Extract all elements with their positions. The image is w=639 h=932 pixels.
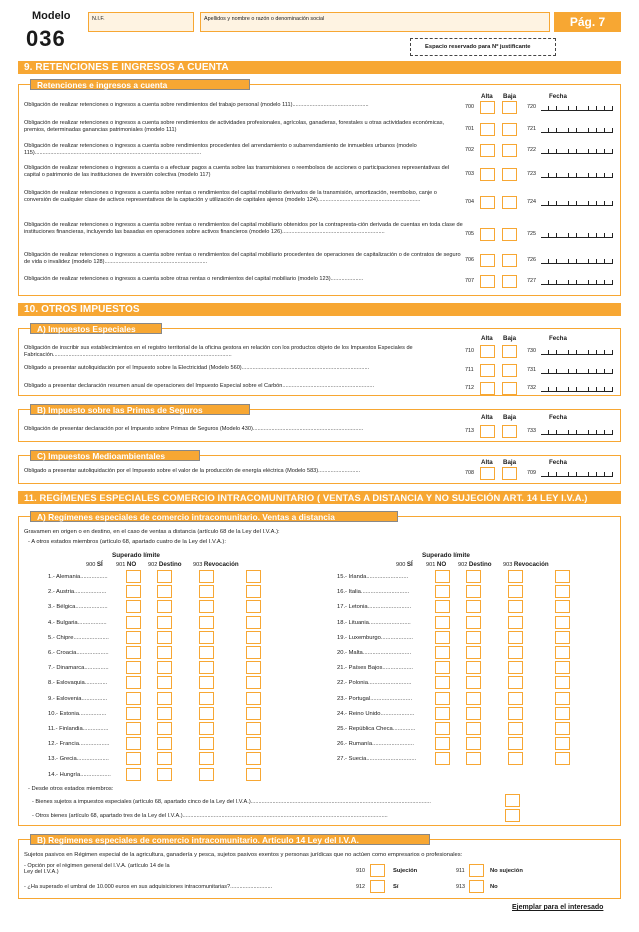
country-9-col-900[interactable] <box>126 692 141 705</box>
country-17-col-901[interactable] <box>466 600 481 613</box>
country-15-col-900[interactable] <box>435 570 450 583</box>
code-712: 712 <box>465 385 474 391</box>
s9-row-6-fecha-field[interactable] <box>541 229 613 238</box>
col-fecha: Fecha <box>549 93 567 100</box>
s9-row-1-text: Obligación de realizar retenciones o ingresos a cuenta sobre rendimientos del trabajo personal (modelo 111)................................................. <box>24 102 369 108</box>
section-9-title: 9. RETENCIONES E INGRESOS A CUENTA <box>18 61 621 74</box>
country-7-col-900[interactable] <box>126 661 141 674</box>
section-10a-box <box>18 328 621 396</box>
country-18-col-902[interactable] <box>508 616 523 629</box>
country-17-col-900[interactable] <box>435 600 450 613</box>
s9-row-2-text: Obligación de realizar retenciones o ingresos a cuenta sobre rendimientos de actividades profesionales, agrícolas, ganaderas, forestales u otras actividades económicas, premios, determinadas ganancias patrimoniales (modelo 111) <box>24 120 445 133</box>
s10b-row-text: Obligación de presentar declaración por el Impuesto sobre Primas de Seguros (Modelo 430)....................................................................... <box>24 426 364 432</box>
code-730: 730 <box>527 348 536 354</box>
country-19-col-900[interactable] <box>435 631 450 644</box>
s9-row-5-text: Obligación de realizar retenciones o ingresos a cuenta sobre rentas o rendimientos del capital mobiliario derivados de la transmisión, amortización, reembolso, canje o conversión de cualquier clase de activos representativos de la captación y utilización de capitales ajenos (modelo 124).................................................................. <box>24 190 437 203</box>
s9-row-4-alta-checkbox[interactable] <box>480 168 495 181</box>
no-sujecion-label: No sujeción <box>490 868 523 874</box>
country-5-col-903[interactable] <box>246 631 261 644</box>
code-910: 910 <box>356 868 365 874</box>
code-722: 722 <box>527 147 536 153</box>
code-733: 733 <box>527 428 536 434</box>
col-fecha-10a: Fecha <box>549 335 567 342</box>
s9-row-6-baja-checkbox[interactable] <box>502 228 517 241</box>
page-number: Pág. 7 <box>554 12 621 32</box>
country-label: 18.- Lituania.......................... <box>337 619 411 626</box>
country-1-col-903[interactable] <box>246 570 261 583</box>
s9-row-2-fecha-field[interactable] <box>541 124 613 133</box>
code-708: 708 <box>465 470 474 476</box>
s11a-intro2: - A otros estados miembros (artículo 68, apartado cuatro de la Ley del I.V.A.): <box>28 539 226 545</box>
code-724: 724 <box>527 199 536 205</box>
s9-row-3-text: Obligación de realizar retenciones o ingresos a cuenta sobre rendimientos procedentes del arrendamiento o subarrendamiento de inmuebles urbanos (modelo 115)........................................................................................................... <box>24 143 417 156</box>
country-4-col-900[interactable] <box>126 616 141 629</box>
s10a-row-1-text: Obligación de inscribir sus establecimientos en el registro territorial de la oficina gestora en relación con los productos objeto de los Impuestos Especiales de Fabricación................................................................................................................... <box>24 345 413 358</box>
s9-row-8-alta-checkbox[interactable] <box>480 275 495 288</box>
col-baja: Baja <box>503 93 517 100</box>
col-baja-10a: Baja <box>503 335 517 342</box>
country-9-col-902[interactable] <box>199 692 214 705</box>
country-9-col-903[interactable] <box>246 692 261 705</box>
code-731: 731 <box>527 367 536 373</box>
country-label: 23.- Portugal.......................... <box>337 695 413 702</box>
country-22-col-902[interactable] <box>508 676 523 689</box>
country-label: 10.- Estonia................. <box>48 710 107 717</box>
country-label: 1.- Alemania................. <box>48 574 108 580</box>
country-1-col-900[interactable] <box>126 570 141 583</box>
country-27-col-901[interactable] <box>466 752 481 765</box>
grid-col-header: 900 SÍ <box>396 561 413 568</box>
country-label: 13.- Grecia.................... <box>48 756 109 763</box>
country-13-col-901[interactable] <box>157 752 172 765</box>
country-12-col-901[interactable] <box>157 737 172 750</box>
country-20-col-903[interactable] <box>555 646 570 659</box>
col-baja-10b: Baja <box>503 414 517 421</box>
s9-row-6-text: Obligación de realizar retenciones o ingresos a cuenta sobre rentas o rendimientos del capital mobiliario obtenidos por la contrapresta-ción derivada de cuentas en toda clase de instituciones financieras, incluyendo las basadas en operaciones sobre activos financieros (modelo 126).................................................................. <box>24 222 463 235</box>
country-label: 5.- Chipre...................... <box>48 634 109 641</box>
s11a-otros2: - Otros bienes (artículo 68, apartado tres de la Ley del I.V.A.).................................................................................................................................... <box>32 813 388 819</box>
country-23-col-903[interactable] <box>555 692 570 705</box>
code-701: 701 <box>465 125 474 132</box>
modelo-number: 036 <box>26 26 66 51</box>
sujecion-checkbox[interactable] <box>370 864 385 877</box>
umbral-no-label: No <box>490 884 498 890</box>
country-12-col-900[interactable] <box>126 737 141 750</box>
country-26-col-902[interactable] <box>508 737 523 750</box>
s9-row-4-text: Obligación de realizar retenciones o ingresos a cuenta o a efectuar pagos a cuenta sobre las transmisiones o reembolsos de acciones o participaciones representativas del capital o patrimonio de las instituciones de inversión colectiva (modelo 117) <box>24 165 450 178</box>
section-10c-sub: C) Impuestos Medioambientales <box>30 450 200 461</box>
s10c-row-text: Obligado a presentar autoliquidación por el Impuesto sobre el valor de la producción de energía eléctrica (Modelo 583)........................... <box>24 468 361 474</box>
s10a-row-3-text: Obligado a presentar declaración resumen anual de operaciones del Impuesto Especial sobre el Carbón........................................................... <box>24 383 375 389</box>
country-6-col-902[interactable] <box>199 646 214 659</box>
code-700: 700 <box>465 104 474 110</box>
s9-row-1-fecha-field[interactable] <box>541 102 613 111</box>
s9-row-7-fecha-field[interactable] <box>541 255 613 264</box>
country-14-col-902[interactable] <box>199 768 214 781</box>
country-16-col-903[interactable] <box>555 585 570 598</box>
country-26-col-903[interactable] <box>555 737 570 750</box>
code-723: 723 <box>527 170 536 177</box>
s9-row-2-alta-checkbox[interactable] <box>480 123 495 136</box>
code-707: 707 <box>465 278 474 284</box>
code-726: 726 <box>527 257 536 263</box>
country-3-col-903[interactable] <box>246 600 261 613</box>
country-13-col-903[interactable] <box>246 752 261 765</box>
country-3-col-901[interactable] <box>157 600 172 613</box>
s9-row-5-fecha-field[interactable] <box>541 197 613 206</box>
sujecion-label: Sujeción <box>393 868 418 874</box>
umbral-si-checkbox[interactable] <box>370 880 385 893</box>
country-label: 8.- Eslovaquia.............. <box>48 680 108 687</box>
country-label: 4.- Bulgaria.................. <box>48 619 107 626</box>
country-16-col-900[interactable] <box>435 585 450 598</box>
country-2-col-901[interactable] <box>157 585 172 598</box>
s11b-intro: Sujetos pasivos en Régimen especial de la agricultura, ganadería y pesca, sujetos pasivos exentos y personas jurídicas que no actúen como empresarios o profesionales: <box>24 852 463 858</box>
country-21-col-900[interactable] <box>435 661 450 674</box>
col-baja-10c: Baja <box>503 459 517 466</box>
country-7-col-902[interactable] <box>199 661 214 674</box>
country-17-col-903[interactable] <box>555 600 570 613</box>
country-13-col-902[interactable] <box>199 752 214 765</box>
nif-label: N.I.F. <box>92 16 105 22</box>
country-label: 17.- Letonia........................... <box>337 604 412 611</box>
country-17-col-902[interactable] <box>508 600 523 613</box>
country-1-col-902[interactable] <box>199 570 214 583</box>
grid-col-header: 903 Revocación <box>503 561 549 568</box>
country-label: 26.- Rumanía.......................... <box>337 741 414 748</box>
country-9-col-901[interactable] <box>157 692 172 705</box>
country-25-col-903[interactable] <box>555 722 570 735</box>
country-12-col-903[interactable] <box>246 737 261 750</box>
grid-col-header: 903 Revocación <box>193 561 239 568</box>
section-11a-sub: A) Regímenes especiales de comercio intracomunitario. Ventas a distancia <box>30 511 398 522</box>
country-11-col-902[interactable] <box>199 722 214 735</box>
country-24-col-903[interactable] <box>555 707 570 720</box>
s9-row-6-alta-checkbox[interactable] <box>480 228 495 241</box>
s9-row-8-fecha-field[interactable] <box>541 276 613 285</box>
country-24-col-901[interactable] <box>466 707 481 720</box>
country-25-col-901[interactable] <box>466 722 481 735</box>
s9-row-8-baja-checkbox[interactable] <box>502 275 517 288</box>
code-705: 705 <box>465 231 474 237</box>
code-721: 721 <box>527 125 536 132</box>
nif-field[interactable] <box>88 12 194 32</box>
country-8-col-903[interactable] <box>246 676 261 689</box>
code-911: 911 <box>456 868 465 874</box>
country-4-col-901[interactable] <box>157 616 172 629</box>
country-21-col-901[interactable] <box>466 661 481 674</box>
country-24-col-902[interactable] <box>508 707 523 720</box>
country-16-col-901[interactable] <box>466 585 481 598</box>
country-26-col-901[interactable] <box>466 737 481 750</box>
grid-col-header: 900 SÍ <box>86 561 103 568</box>
code-704: 704 <box>465 199 474 205</box>
otros-bienes-checkbox[interactable] <box>505 809 520 822</box>
country-27-col-900[interactable] <box>435 752 450 765</box>
country-3-col-902[interactable] <box>199 600 214 613</box>
country-14-col-900[interactable] <box>126 768 141 781</box>
country-23-col-901[interactable] <box>466 692 481 705</box>
code-912: 912 <box>356 884 365 890</box>
umbral-no-checkbox[interactable] <box>469 880 484 893</box>
country-label: 6.- Croacia.................... <box>48 650 109 656</box>
country-14-col-901[interactable] <box>157 768 172 781</box>
s11b-opcion: - Opción por el régimen general del I.V.A. (artículo 14 de la Ley del I.V.A.) <box>24 863 170 875</box>
s9-row-8-text: Obligación de realizar retenciones o ingresos a cuenta sobre otras rentas o rendimientos del capital mobiliario (modelo 123)..................... <box>24 276 364 282</box>
country-25-col-900[interactable] <box>435 722 450 735</box>
s9-row-7-baja-checkbox[interactable] <box>502 254 517 267</box>
code-711: 711 <box>465 367 474 373</box>
country-label: 2.- Austria.................... <box>48 589 107 596</box>
name-field[interactable] <box>200 12 550 32</box>
section-10-title: 10. OTROS IMPUESTOS <box>18 303 621 316</box>
country-4-col-902[interactable] <box>199 616 214 629</box>
country-label: 24.- Reino Unido..................... <box>337 710 415 717</box>
country-label: 19.- Luxemburgo.................... <box>337 634 414 641</box>
country-2-col-903[interactable] <box>246 585 261 598</box>
country-20-col-901[interactable] <box>466 646 481 659</box>
code-725: 725 <box>527 231 536 237</box>
country-20-col-900[interactable] <box>435 646 450 659</box>
grid-col-header: 901 NO <box>426 561 447 568</box>
col-alta-10a: Alta <box>481 335 493 342</box>
name-label: Apellidos y nombre o razón o denominación social <box>204 16 325 22</box>
section-11-title: 11. REGÍMENES ESPECIALES COMERCIO INTRACOMUNITARIO ( VENTAS A DISTANCIA Y NO SUJECIÓN ART. 14 LEY I.V.A.) <box>18 491 621 504</box>
superado-limite-label: Superado límite <box>112 552 160 559</box>
country-6-col-900[interactable] <box>126 646 141 659</box>
country-label: 12.- Francia................... <box>48 741 110 748</box>
country-7-col-901[interactable] <box>157 661 172 674</box>
code-713: 713 <box>465 428 474 434</box>
s9-row-4-baja-checkbox[interactable] <box>502 168 517 181</box>
country-label: 9.- Eslovenia................ <box>48 695 108 702</box>
country-19-col-903[interactable] <box>555 631 570 644</box>
code-702: 702 <box>465 147 474 153</box>
country-10-col-903[interactable] <box>246 707 261 720</box>
s11a-otros: - Desde otros estados miembros: <box>28 786 114 792</box>
code-913: 913 <box>456 884 465 890</box>
col-fecha-10c: Fecha <box>549 459 567 466</box>
s11a-intro: Gravamen en origen o en destino, en el caso de ventas a distancia (artículo 68 de la Ley del I.V.A.): <box>24 529 280 535</box>
country-10-col-901[interactable] <box>157 707 172 720</box>
country-label: 11.- Finlandia................ <box>48 726 109 732</box>
grid-col-header: 902 Destino <box>148 561 182 568</box>
country-5-col-901[interactable] <box>157 631 172 644</box>
country-7-col-903[interactable] <box>246 661 261 674</box>
country-8-col-902[interactable] <box>199 676 214 689</box>
country-18-col-903[interactable] <box>555 616 570 629</box>
country-11-col-903[interactable] <box>246 722 261 735</box>
country-label: 16.- Italia.............................. <box>337 589 410 596</box>
country-12-col-902[interactable] <box>199 737 214 750</box>
country-15-col-903[interactable] <box>555 570 570 583</box>
country-27-col-902[interactable] <box>508 752 523 765</box>
reserved-space <box>410 38 556 56</box>
country-8-col-901[interactable] <box>157 676 172 689</box>
footer-note: Ejemplar para el interesado <box>512 904 604 911</box>
country-22-col-901[interactable] <box>466 676 481 689</box>
country-3-col-900[interactable] <box>126 600 141 613</box>
country-23-col-902[interactable] <box>508 692 523 705</box>
country-23-col-900[interactable] <box>435 692 450 705</box>
section-10a-sub: A) Impuestos Especiales <box>30 323 162 334</box>
section-9-sub: Retenciones e ingresos a cuenta <box>30 79 250 90</box>
country-14-col-903[interactable] <box>246 768 261 781</box>
country-24-col-900[interactable] <box>435 707 450 720</box>
country-5-col-902[interactable] <box>199 631 214 644</box>
country-18-col-900[interactable] <box>435 616 450 629</box>
country-6-col-901[interactable] <box>157 646 172 659</box>
code-709: 709 <box>527 470 536 476</box>
country-2-col-902[interactable] <box>199 585 214 598</box>
reserved-label: Espacio reservado para Nº justificante <box>425 44 531 50</box>
country-15-col-902[interactable] <box>508 570 523 583</box>
country-19-col-902[interactable] <box>508 631 523 644</box>
grid-col-header: 902 Destino <box>458 561 492 568</box>
s9-row-3-baja-checkbox[interactable] <box>502 144 517 157</box>
country-19-col-901[interactable] <box>466 631 481 644</box>
s9-row-5-baja-checkbox[interactable] <box>502 196 517 209</box>
country-11-col-901[interactable] <box>157 722 172 735</box>
country-10-col-902[interactable] <box>199 707 214 720</box>
s9-row-3-fecha-field[interactable] <box>541 145 613 154</box>
country-label: 20.- Malta.............................. <box>337 650 412 656</box>
country-22-col-900[interactable] <box>435 676 450 689</box>
country-27-col-903[interactable] <box>555 752 570 765</box>
code-703: 703 <box>465 170 474 177</box>
s9-row-5-alta-checkbox[interactable] <box>480 196 495 209</box>
s9-row-7-text: Obligación de realizar retenciones o ingresos a cuenta sobre rentas o rendimientos del capital mobiliario procedentes de operaciones de capitalización o de contratos de seguro de vida o invalidez (modelo 128).................................................................. <box>24 252 461 265</box>
country-8-col-900[interactable] <box>126 676 141 689</box>
country-label: 27.- Suecia............................... <box>337 756 417 763</box>
code-706: 706 <box>465 257 474 263</box>
country-1-col-901[interactable] <box>157 570 172 583</box>
col-fecha-10b: Fecha <box>549 414 567 421</box>
code-732: 732 <box>527 385 536 391</box>
country-18-col-901[interactable] <box>466 616 481 629</box>
s9-row-7-alta-checkbox[interactable] <box>480 254 495 267</box>
umbral-si-label: Sí <box>393 884 399 890</box>
s9-row-1-baja-checkbox[interactable] <box>502 101 517 114</box>
country-6-col-903[interactable] <box>246 646 261 659</box>
no-sujecion-checkbox[interactable] <box>469 864 484 877</box>
country-label: 14.- Hungría................... <box>48 771 111 778</box>
code-727: 727 <box>527 278 536 284</box>
country-5-col-900[interactable] <box>126 631 141 644</box>
country-15-col-901[interactable] <box>466 570 481 583</box>
s11b-umbral: - ¿Ha superado el umbral de 10.000 euros en sus adquisiciones intracomunitarias?........................... <box>24 884 273 890</box>
country-10-col-900[interactable] <box>126 707 141 720</box>
col-alta-10c: Alta <box>481 459 493 466</box>
s9-row-1-alta-checkbox[interactable] <box>480 101 495 114</box>
country-4-col-903[interactable] <box>246 616 261 629</box>
country-label: 15.- Irlanda.......................... <box>337 574 409 580</box>
country-label: 3.- Bélgica.................... <box>48 604 108 611</box>
country-21-col-903[interactable] <box>555 661 570 674</box>
country-25-col-902[interactable] <box>508 722 523 735</box>
country-16-col-902[interactable] <box>508 585 523 598</box>
country-21-col-902[interactable] <box>508 661 523 674</box>
s9-row-3-alta-checkbox[interactable] <box>480 144 495 157</box>
s10a-row-2-text: Obligado a presentar autoliquidación por el Impuesto sobre la Electricidad (Modelo 560).................................................................................. <box>24 365 370 371</box>
country-label: 21.- Países Bajos................... <box>337 665 414 672</box>
modelo-label: Modelo <box>32 10 71 22</box>
country-2-col-900[interactable] <box>126 585 141 598</box>
s9-row-2-baja-checkbox[interactable] <box>502 123 517 136</box>
country-26-col-900[interactable] <box>435 737 450 750</box>
bienes-checkbox[interactable] <box>505 794 520 807</box>
country-label: 7.- Dinamarca............... <box>48 665 109 672</box>
code-710: 710 <box>465 348 474 354</box>
section-10b-sub: B) Impuesto sobre las Primas de Seguros <box>30 404 250 415</box>
superado-limite-label: Superado límite <box>422 552 470 559</box>
s11a-bienes: - Bienes sujetos a impuestos especiales (artículo 68, apartado cinco de la Ley del I.V.A.).................................................................................................................... <box>32 799 431 805</box>
section-11b-sub: B) Regímenes especiales de comercio intracomunitario. Artículo 14 Ley del I.V.A. <box>30 834 430 845</box>
col-alta: Alta <box>481 93 493 100</box>
country-22-col-903[interactable] <box>555 676 570 689</box>
country-13-col-900[interactable] <box>126 752 141 765</box>
country-20-col-902[interactable] <box>508 646 523 659</box>
col-alta-10b: Alta <box>481 414 493 421</box>
code-720: 720 <box>527 104 536 110</box>
country-label: 25.- República Checa.............. <box>337 726 416 732</box>
s9-row-4-fecha-field[interactable] <box>541 169 613 178</box>
country-11-col-900[interactable] <box>126 722 141 735</box>
grid-col-header: 901 NO <box>116 561 137 568</box>
country-label: 22.- Polonia........................... <box>337 680 412 687</box>
